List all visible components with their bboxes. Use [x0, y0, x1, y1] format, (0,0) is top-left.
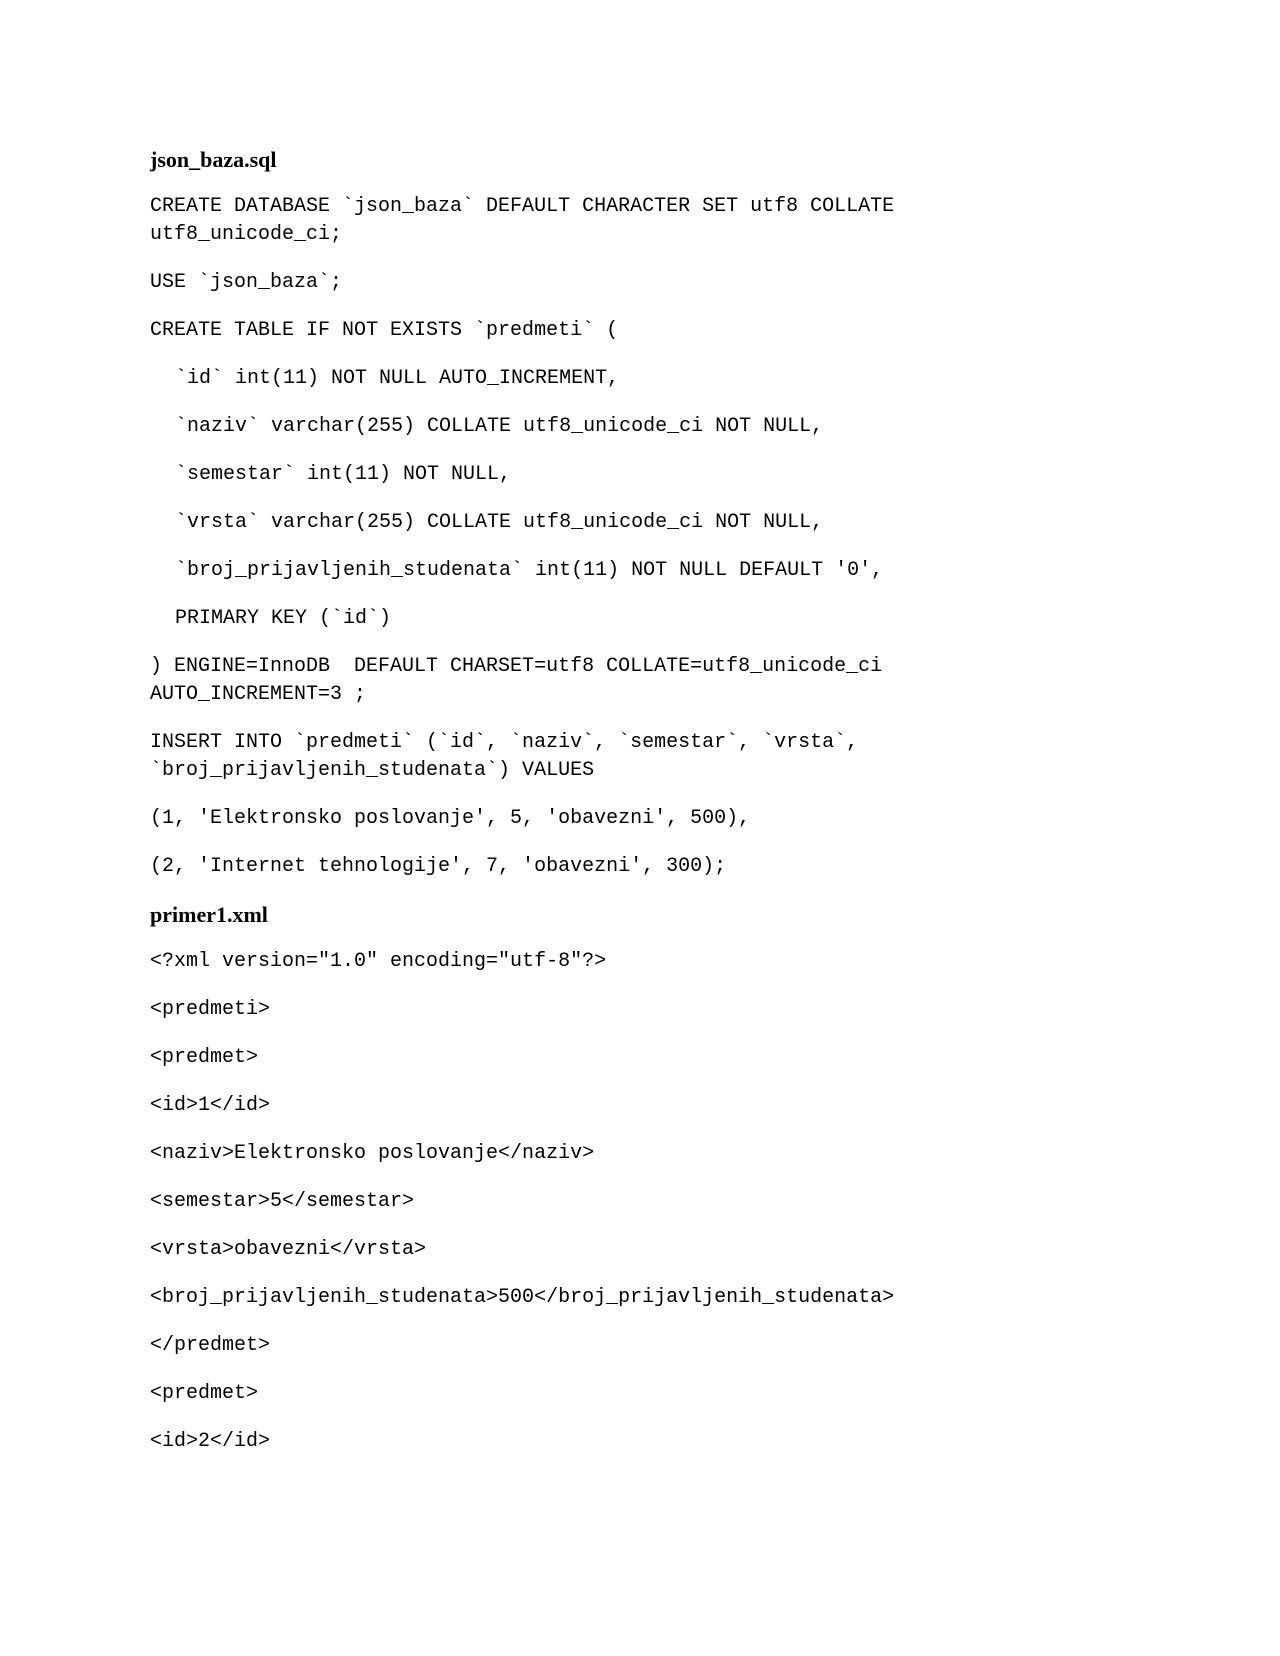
xml-line	[150, 1044, 1150, 1072]
code-line: <predmet>	[150, 1382, 259, 1405]
code-line: <id>2</id>	[150, 1430, 271, 1453]
code-line: <semestar>5</semestar>	[150, 1190, 415, 1213]
code-line: AUTO_INCREMENT=3 ;	[150, 683, 367, 706]
xml-line	[150, 1188, 1150, 1216]
xml-line	[150, 1284, 1150, 1312]
code-line: utf8_unicode_ci;	[150, 223, 343, 246]
code-line: <predmeti>	[150, 998, 271, 1021]
column-definition	[150, 557, 1150, 585]
code-line: CREATE TABLE IF NOT EXISTS `predmeti` (	[150, 319, 619, 342]
xml-line	[150, 1380, 1150, 1408]
code-line: <naziv>Elektronsko poslovanje</naziv>	[150, 1142, 595, 1165]
insert-values-row	[150, 805, 1150, 833]
insert-statement	[150, 729, 1150, 785]
use-statement	[150, 269, 1150, 297]
primary-key-definition	[150, 605, 1150, 633]
xml-line	[150, 1236, 1150, 1264]
code-line: <broj_prijavljenih_studenata>500</broj_prijavljenih_studenata>	[150, 1286, 895, 1309]
code-line: `semestar` int(11) NOT NULL,	[175, 463, 512, 486]
column-definition	[150, 509, 1150, 537]
code-line: <?xml version="1.0" encoding="utf-8"?>	[150, 950, 607, 973]
code-line: `naziv` varchar(255) COLLATE utf8_unicode_ci NOT NULL,	[175, 415, 824, 438]
code-line: USE `json_baza`;	[150, 271, 343, 294]
xml-line	[150, 1332, 1150, 1360]
code-line: <predmet>	[150, 1046, 259, 1069]
code-line: `broj_prijavljenih_studenata`) VALUES	[150, 759, 595, 782]
code-line: (2, 'Internet tehnologije', 7, 'obavezni', 300);	[150, 855, 727, 878]
xml-line	[150, 996, 1150, 1024]
code-line: PRIMARY KEY (`id`)	[175, 607, 392, 630]
code-line: (1, 'Elektronsko poslovanje', 5, 'obavezni', 500),	[150, 807, 751, 830]
table-options	[150, 653, 1150, 709]
code-line: INSERT INTO `predmeti` (`id`, `naziv`, `semestar`, `vrsta`,	[150, 731, 859, 754]
code-line: `vrsta` varchar(255) COLLATE utf8_unicode_ci NOT NULL,	[175, 511, 824, 534]
xml-line	[150, 1092, 1150, 1120]
code-line: </predmet>	[150, 1334, 271, 1357]
code-line: ) ENGINE=InnoDB DEFAULT CHARSET=utf8 COLLATE=utf8_unicode_ci	[150, 655, 883, 678]
code-line: CREATE DATABASE `json_baza` DEFAULT CHARACTER SET utf8 COLLATE	[150, 195, 895, 218]
xml-file-title: primer1.xml	[150, 902, 268, 927]
xml-line	[150, 1428, 1150, 1456]
code-line: `id` int(11) NOT NULL AUTO_INCREMENT,	[175, 367, 620, 390]
xml-line	[150, 948, 1150, 976]
sql-file-title: json_baza.sql	[150, 147, 277, 172]
xml-line	[150, 1140, 1150, 1168]
code-line: `broj_prijavljenih_studenata` int(11) NOT NULL DEFAULT '0',	[175, 559, 884, 582]
insert-values-row	[150, 853, 1150, 881]
code-line: <id>1</id>	[150, 1094, 271, 1117]
create-table-statement	[150, 317, 1150, 345]
document-body	[150, 146, 1150, 1476]
column-definition	[150, 413, 1150, 441]
column-definition	[150, 365, 1150, 393]
column-definition	[150, 461, 1150, 489]
create-database-statement	[150, 193, 1150, 249]
code-line: <vrsta>obavezni</vrsta>	[150, 1238, 427, 1261]
